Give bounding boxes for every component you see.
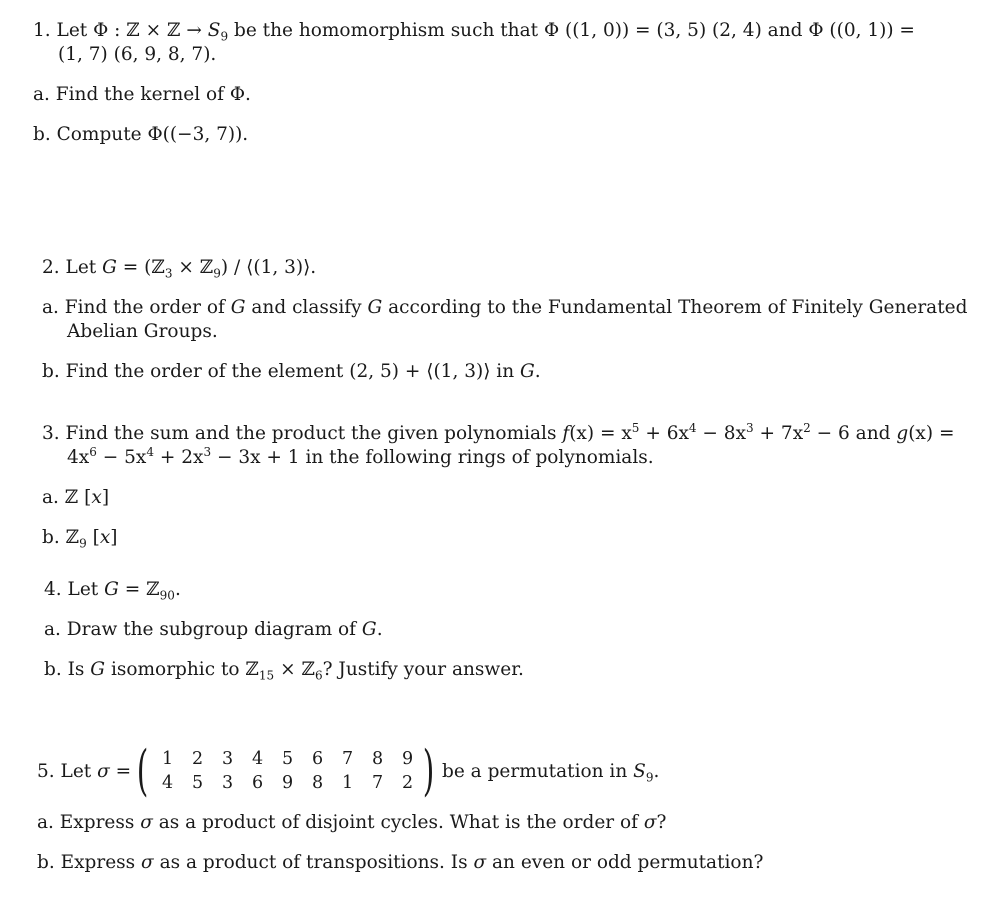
math-var: G <box>102 257 117 278</box>
text: b. ℤ <box>42 527 80 548</box>
superscript: 4 <box>688 420 697 435</box>
text: = (ℤ <box>116 257 165 278</box>
text: + 2x <box>153 447 204 468</box>
subscript: 3 <box>164 266 173 281</box>
math-var: x <box>91 487 102 508</box>
text: + 7x <box>753 423 804 444</box>
problem-2b <box>42 360 541 384</box>
text: as a product of disjoint cycles. What is the order of <box>152 812 644 833</box>
matrix-cell: 5 <box>192 773 204 793</box>
math-var: G <box>90 659 106 680</box>
text: (x) = x <box>569 423 632 444</box>
problem-1-statement <box>33 19 915 43</box>
math-var: σ <box>473 852 487 873</box>
math-var: σ <box>140 812 153 833</box>
text: . <box>534 361 541 382</box>
problem-5b <box>37 851 763 875</box>
text: − 3x + 1 in the following rings of polynomials. <box>211 447 654 468</box>
text: b. Find the order of the element (2, 5) + ⟨(1, 3)⟩ in <box>42 361 521 382</box>
text: 4. Let <box>44 579 105 600</box>
matrix-cell: 1 <box>162 749 174 769</box>
matrix-cell: 2 <box>402 773 414 793</box>
subscript: 6 <box>314 668 323 683</box>
text: 5. Let <box>37 761 98 782</box>
problem-2a-cont: Abelian Groups. <box>67 321 218 342</box>
text: as a product of transpositions. Is <box>153 852 474 873</box>
math-var: σ <box>97 761 110 782</box>
superscript: 3 <box>746 420 754 435</box>
text: isomorphic to ℤ <box>105 659 259 680</box>
text: ? <box>656 812 667 833</box>
right-paren: ) <box>422 739 435 802</box>
matrix-cell: 4 <box>252 749 264 769</box>
math-var: G <box>230 297 246 318</box>
problem-5-lead <box>37 760 131 784</box>
problem-4a <box>44 618 383 642</box>
problem-4-statement <box>44 578 181 602</box>
superscript: 5 <box>631 420 640 435</box>
text: a. ℤ [ <box>42 487 92 508</box>
math-var: σ <box>643 812 657 833</box>
text: and classify <box>245 297 368 318</box>
text: according to the Fundamental Theorem of Finitely Generated <box>382 297 968 318</box>
text: × ℤ <box>172 257 214 278</box>
text: = <box>109 761 132 782</box>
matrix-cell: 7 <box>342 749 354 769</box>
problem-3-statement <box>42 422 954 446</box>
problem-4b <box>44 658 524 682</box>
problem-5-tail <box>442 760 659 784</box>
math-var: f <box>562 423 570 444</box>
problem-3a <box>42 486 109 510</box>
math-var: σ <box>141 852 154 873</box>
problem-1-statement-cont: (1, 7) (6, 9, 8, 7). <box>58 44 217 65</box>
text: a. Draw the subgroup diagram of <box>44 619 362 640</box>
math-var: g <box>896 423 909 444</box>
matrix-cell: 8 <box>312 773 324 793</box>
matrix-cell: 5 <box>282 749 294 769</box>
matrix-cell: 4 <box>162 773 174 793</box>
text: 2. Let <box>42 257 103 278</box>
text: − 6 and <box>810 423 897 444</box>
matrix-cell: 9 <box>282 773 294 793</box>
text: (x) = <box>908 423 955 444</box>
math-var: x <box>99 527 111 548</box>
matrix-cell: 7 <box>372 773 384 793</box>
text: × ℤ <box>274 659 315 680</box>
math-var: G <box>367 297 383 318</box>
text: . <box>653 761 660 782</box>
superscript: 2 <box>803 420 811 435</box>
math-var: S <box>633 761 646 782</box>
subscript: 9 <box>79 536 87 551</box>
matrix-cell: 2 <box>192 749 204 769</box>
problem-1b: b. Compute Φ((−3, 7)). <box>33 124 249 145</box>
permutation-top-row <box>162 748 432 770</box>
text: − 8x <box>696 423 747 444</box>
left-paren: ( <box>136 739 149 802</box>
text: a. Find the order of <box>42 297 231 318</box>
text: 4x <box>67 447 90 468</box>
text: b. Is <box>44 659 91 680</box>
problem-1a: a. Find the kernel of Φ. <box>33 84 251 105</box>
text: . <box>174 579 181 600</box>
permutation-bottom-row <box>162 772 432 794</box>
math-var: G <box>520 361 535 382</box>
text: ) / ⟨(1, 3)⟩. <box>220 257 317 278</box>
math-var: S <box>207 20 221 41</box>
matrix-cell: 1 <box>342 773 354 793</box>
matrix-cell: 3 <box>222 749 234 769</box>
matrix-cell: 6 <box>312 749 324 769</box>
text: be the homomorphism such that Φ ((1, 0)) = (3, 5) (2, 4) and Φ ((0, 1)) = <box>228 20 915 41</box>
math-var: G <box>361 619 377 640</box>
superscript: 6 <box>89 444 97 459</box>
problem-3-statement-cont <box>67 446 654 470</box>
subscript: 9 <box>213 266 221 281</box>
problem-3b <box>42 526 118 550</box>
text: ? Justify your answer. <box>322 659 524 680</box>
subscript: 9 <box>220 29 229 44</box>
subscript: 15 <box>258 668 275 683</box>
text: 3. Find the sum and the product the given polynomials <box>42 423 563 444</box>
text: be a permutation in <box>442 761 634 782</box>
text: an even or odd permutation? <box>486 852 764 873</box>
problem-2-statement <box>42 256 316 280</box>
text: 1. Let Φ : ℤ × ℤ → <box>33 20 208 41</box>
text: ] <box>101 487 110 508</box>
matrix-cell: 9 <box>402 749 414 769</box>
superscript: 4 <box>146 444 154 459</box>
subscript: 90 <box>159 588 175 603</box>
text: . <box>376 619 383 640</box>
matrix-cell: 8 <box>372 749 384 769</box>
problem-5a <box>37 811 666 835</box>
matrix-cell: 6 <box>252 773 264 793</box>
superscript: 3 <box>203 444 212 459</box>
matrix-cell: 3 <box>222 773 234 793</box>
text: [ <box>86 527 100 548</box>
math-var: G <box>104 579 119 600</box>
text: + 6x <box>639 423 689 444</box>
problem-2a <box>42 296 967 320</box>
text: ] <box>110 527 118 548</box>
text: b. Express <box>37 852 142 873</box>
text: a. Express <box>37 812 141 833</box>
text: − 5x <box>96 447 147 468</box>
subscript: 9 <box>645 770 654 785</box>
text: = ℤ <box>118 579 160 600</box>
